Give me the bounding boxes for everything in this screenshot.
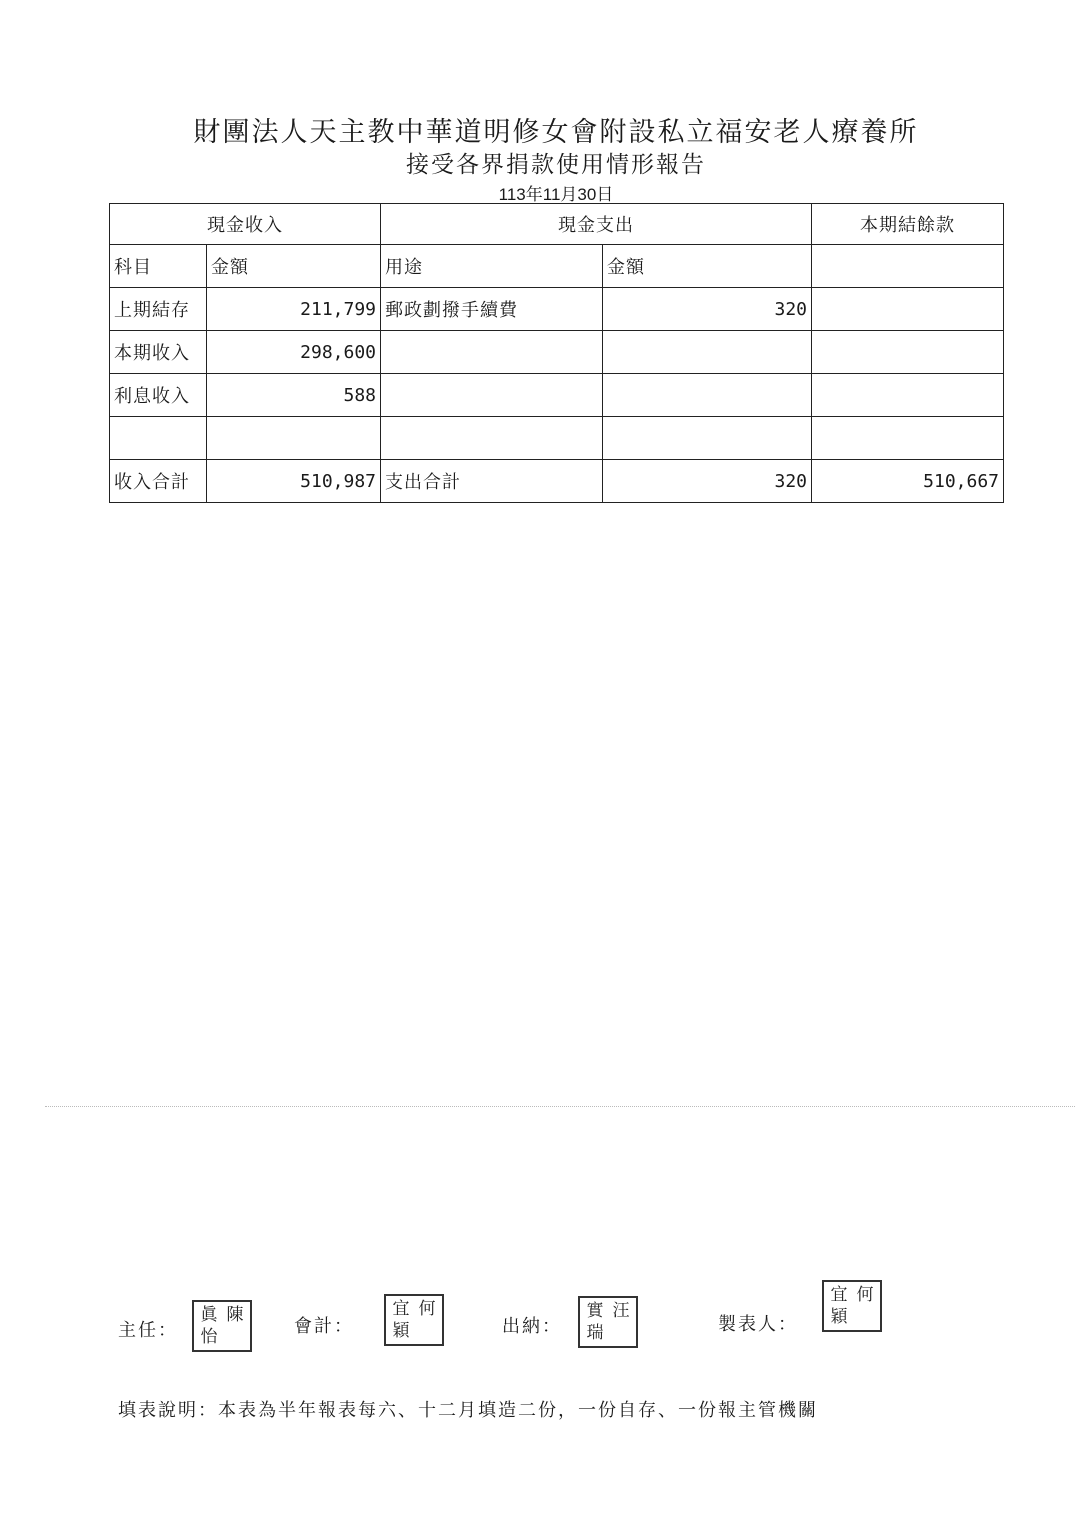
accountant-label: 會計： — [294, 1316, 354, 1337]
header-expense-amount: 金額 — [603, 245, 812, 288]
cell-expense-amount — [603, 331, 812, 374]
cell-balance — [812, 417, 1004, 460]
report-date: 113年11月30日 — [498, 185, 614, 204]
cell-expense-amount: 320 — [603, 288, 812, 331]
cell-income-amount: 588 — [207, 374, 381, 417]
signature-row — [0, 1285, 1076, 1360]
fold-line — [45, 1106, 1075, 1107]
preparer-seal: 宜 何 穎 — [822, 1280, 882, 1332]
header-income-amount: 金額 — [207, 245, 381, 288]
table-row — [110, 331, 1004, 374]
cell-income-amount — [207, 417, 381, 460]
org-title: 財團法人天主教中華道明修女會附設私立福安老人療養所 — [193, 117, 919, 148]
header-item: 科目 — [110, 245, 207, 288]
header-balance: 本期結餘款 — [812, 204, 1004, 245]
director-seal: 眞 陳 怡 — [192, 1300, 252, 1352]
cell-purpose: 郵政劃撥手續費 — [381, 288, 603, 331]
table-row — [110, 288, 1004, 331]
cell-purpose — [381, 374, 603, 417]
cell-income-amount: 211,799 — [207, 288, 381, 331]
balance-total-value: 510,667 — [812, 460, 1004, 503]
table-row — [110, 417, 1004, 460]
cell-item — [110, 417, 207, 460]
cashier-label: 出納： — [502, 1316, 562, 1337]
accountant-seal: 宜 何 穎 — [384, 1294, 444, 1346]
income-total-value: 510,987 — [207, 460, 381, 503]
cell-balance — [812, 331, 1004, 374]
cell-balance — [812, 374, 1004, 417]
director-label: 主任： — [118, 1320, 178, 1341]
cell-item: 上期結存 — [110, 288, 207, 331]
header-purpose: 用途 — [381, 245, 603, 288]
header-balance-empty — [812, 245, 1004, 288]
cell-purpose — [381, 417, 603, 460]
sub-header-row — [110, 245, 1004, 288]
table-row — [110, 374, 1004, 417]
preparer-label: 製表人： — [718, 1314, 798, 1335]
cell-purpose — [381, 331, 603, 374]
filling-instructions: 填表說明：本表為半年報表每六、十二月填造二份，一份自存、一份報主管機關 — [118, 1400, 818, 1421]
income-total-label: 收入合計 — [110, 460, 207, 503]
cell-item: 本期收入 — [110, 331, 207, 374]
cell-balance — [812, 288, 1004, 331]
report-title: 接受各界捐款使用情形報告 — [406, 152, 706, 178]
expense-total-value: 320 — [603, 460, 812, 503]
header-cash-income: 現金收入 — [110, 204, 381, 245]
group-header-row — [110, 204, 1004, 245]
donation-report-table — [109, 203, 1004, 503]
totals-row — [110, 460, 1004, 503]
cell-expense-amount — [603, 417, 812, 460]
cell-income-amount: 298,600 — [207, 331, 381, 374]
cashier-seal: 實 汪 瑞 — [578, 1296, 638, 1348]
header-cash-expense: 現金支出 — [381, 204, 812, 245]
expense-total-label: 支出合計 — [381, 460, 603, 503]
cell-expense-amount — [603, 374, 812, 417]
cell-item: 利息收入 — [110, 374, 207, 417]
